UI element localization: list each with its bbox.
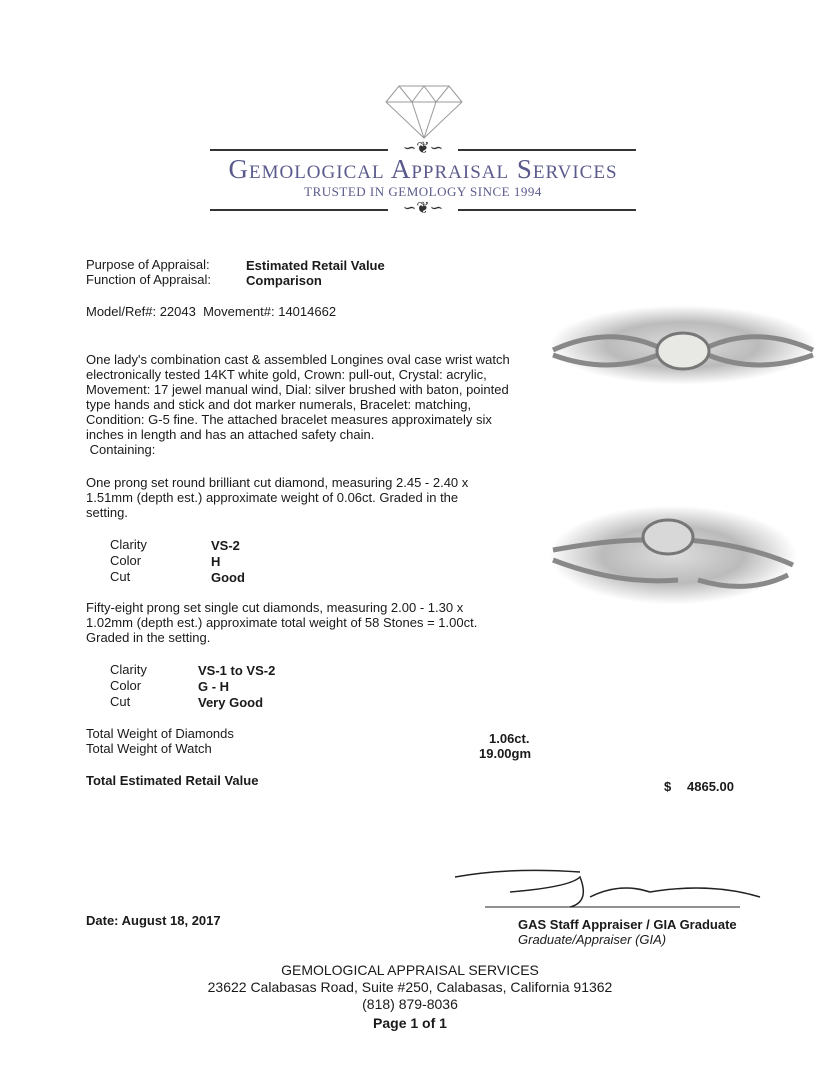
page-number: Page 1 of 1: [373, 1015, 447, 1031]
purpose-value: Estimated Retail Value: [246, 258, 385, 273]
function-value: Comparison: [246, 273, 322, 288]
total-retail-value: 4865.00: [687, 779, 734, 794]
stone1-grades: [110, 537, 147, 585]
footer: [0, 962, 820, 1032]
grade-label: Clarity: [110, 662, 147, 677]
total-diamonds-label: Total Weight of Diamonds: [86, 726, 234, 741]
company-tagline: TRUSTED IN GEMOLOGY SINCE 1994: [304, 184, 542, 199]
grade-value: Very Good: [198, 695, 264, 710]
stone1-grade-values: [211, 538, 245, 586]
grade-value: Good: [211, 570, 245, 585]
grade-label: Cut: [110, 694, 131, 709]
watch-photo-back: [548, 505, 798, 605]
function-label: Function of Appraisal:: [86, 272, 212, 287]
description: One lady's combination cast & assembled Longines oval case wrist watch electronically tested 14KT white gold, Crown: pull-out, Crystal: acrylic, Movement: 17 jewel manual wind, Dial: silver brushed with baton, pointed type hands and stick and dot marker numerals, Bracelet: matching, Condition: G-5 fine. The attached bracelet measures approximately six inches in length and has an attached safety chain.: [86, 352, 510, 442]
stone2-description: Fifty-eight prong set single cut diamonds, measuring 2.00 - 1.30 x 1.02mm (depth est.) approximate total weight of 58 Stones = 1.00ct. Graded in the setting.: [86, 600, 478, 645]
footer-company: GEMOLOGICAL APPRAISAL SERVICES: [281, 962, 539, 978]
stone1-description: One prong set round brilliant cut diamond, measuring 2.45 - 2.40 x 1.51mm (depth est.) approximate weight of 0.06ct. Graded in the setting.: [86, 475, 469, 520]
total-watch-value: 19.00gm: [479, 746, 532, 761]
currency-symbol: $: [664, 779, 672, 794]
signer-title: GAS Staff Appraiser / GIA Graduate: [518, 917, 737, 932]
purpose-label: Purpose of Appraisal:: [86, 257, 210, 272]
signer-subtitle: Graduate/Appraiser (GIA): [518, 932, 667, 947]
containing-label: Containing:: [86, 442, 156, 457]
stone2-grade-values: [198, 663, 275, 711]
model-line: Model/Ref#: 22043 Movement#: 14014662: [86, 304, 337, 319]
watch-photo-front: [548, 305, 818, 385]
grade-label: Color: [110, 678, 142, 693]
grade-value: G - H: [198, 679, 230, 694]
total-watch-label: Total Weight of Watch: [86, 741, 212, 756]
total-retail-label: Total Estimated Retail Value: [86, 773, 259, 788]
grade-label: Clarity: [110, 537, 147, 552]
stone2-grades: [110, 662, 147, 710]
footer-phone: (818) 879-8036: [362, 996, 458, 1012]
company-logo-title: Gemological Appraisal Services: [228, 154, 618, 184]
grade-value: H: [211, 554, 221, 569]
appraisal-date: Date: August 18, 2017: [86, 913, 221, 928]
scroll-ornament-icon: ∽❦∽: [402, 200, 444, 217]
grade-value: VS-2: [211, 538, 240, 553]
grade-label: Cut: [110, 569, 131, 584]
total-diamonds-value: 1.06ct.: [489, 731, 530, 746]
footer-address: 23622 Calabasas Road, Suite #250, Calabasas, California 91362: [207, 979, 613, 995]
grade-label: Color: [110, 553, 142, 568]
divider: [458, 209, 636, 211]
grade-value: VS-1 to VS-2: [198, 663, 276, 678]
scroll-ornament-icon: ∽❦∽: [402, 140, 444, 157]
divider: [458, 149, 636, 151]
divider: [210, 209, 388, 211]
diamond-logo-icon: [384, 84, 464, 140]
signature: [450, 862, 770, 914]
divider: [210, 149, 388, 151]
